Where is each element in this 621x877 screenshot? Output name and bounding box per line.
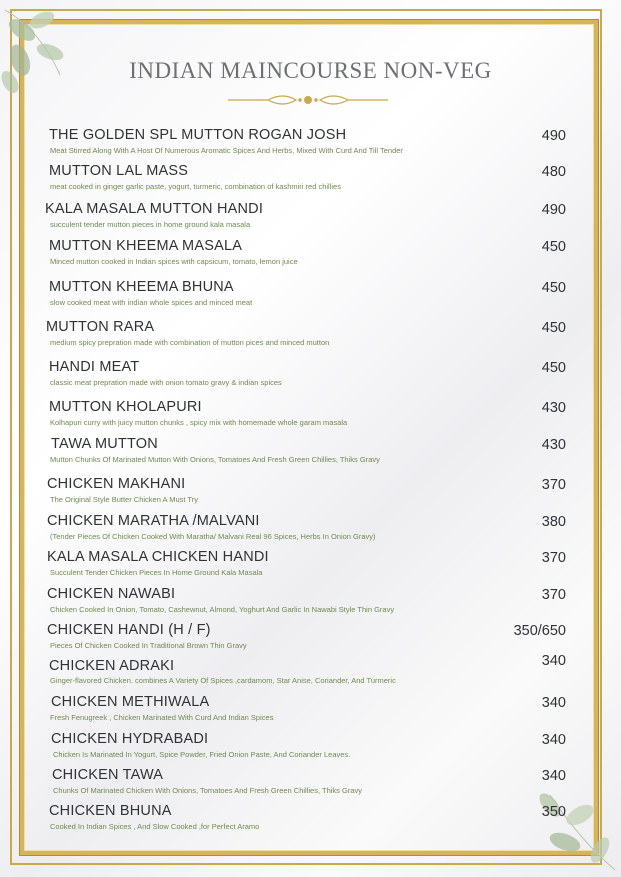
dish-name: MUTTON KHOLAPURI [49,399,202,415]
dish-name: TAWA MUTTON [51,436,158,452]
dish-name: CHICKEN ADRAKI [49,658,175,674]
dish-price: 450 [541,360,566,376]
dish-price: 490 [541,128,566,144]
menu-item [0,476,621,512]
dish-description: Chicken Is Marinated In Yogurt, Spice Powder, Fried Onion Paste, And Coriander Leaves. [53,750,351,759]
dish-price: 340 [541,768,566,784]
dish-name: THE GOLDEN SPL MUTTON ROGAN JOSH [49,127,347,143]
dish-name: MUTTON LAL MASS [49,163,189,179]
dish-name: MUTTON KHEEMA MASALA [49,238,243,254]
dish-description: Chunks Of Marinated Chicken With Onions, Tomatoes And Fresh Green Chillies, Thiks Gravy [53,786,363,795]
dish-price: 350 [541,804,566,820]
dish-name: CHICKEN HANDI (H / F) [47,622,211,638]
dish-description: Minced mutton cooked in Indian spices with capsicum, tomato, lemon juice [50,257,298,266]
menu-item [0,652,621,688]
menu-item [0,549,621,585]
dish-name: CHICKEN NAWABI [47,586,176,602]
menu-item [0,359,621,395]
dish-price: 450 [541,280,566,296]
dish-price: 490 [541,202,566,218]
dish-name: CHICKEN TAWA [52,767,164,783]
dish-name: CHICKEN HYDRABADI [51,731,209,747]
dish-price: 430 [541,437,566,453]
dish-price: 430 [541,400,566,416]
menu-item [0,279,621,315]
dish-price: 350/650 [513,623,566,639]
dish-price: 370 [541,587,566,603]
menu-item [0,163,621,199]
dish-description: Ginger-flavored Chicken. combines A Variety Of Spices ,cardamom, Star Anise, Coriander, And Turmeric [50,676,396,685]
dish-description: Pieces Of Chicken Cooked In Traditional Brown Thin Gravy [50,641,247,650]
dish-name: CHICKEN MARATHA /MALVANI [47,513,260,529]
dish-description: Cooked In Indian Spices , And Slow Cooked ,for Perfect Aramo [50,822,260,831]
dish-description: meat cooked in ginger garlic paste, yogurt, turmeric, combination of kashmiri red chillies [50,182,341,191]
dish-description: Succulent Tender Chicken Pieces In Home Ground Kala Masala [50,568,263,577]
menu-item [0,201,621,237]
dish-description: Fresh Fenugreek , Chicken Marinated With Curd And Indian Spices [50,713,274,722]
dish-description: (Tender Pieces Of Chicken Cooked With Maratha/ Malvani Real 96 Spices, Herbs In Onion Gravy) [50,532,376,541]
gold-flourish-divider-icon [228,91,388,109]
menu-item [0,731,621,767]
dish-description: The Original Style Butter Chicken A Must Try [50,495,198,504]
dish-name: MUTTON KHEEMA BHUNA [49,279,234,295]
menu-item [0,436,621,472]
menu-item [0,803,621,839]
dish-description: slow cooked meat with indian whole spices and minced meat [50,298,253,307]
menu-item [0,767,621,803]
menu-item [0,399,621,435]
dish-price: 480 [541,164,566,180]
dish-price: 340 [541,653,566,669]
dish-price: 340 [541,695,566,711]
dish-price: 450 [541,320,566,336]
menu-item [0,319,621,355]
dish-name: KALA MASALA CHICKEN HANDI [47,549,269,565]
dish-description: Meat Stirred Along With A Host Of Numerous Aromatic Spices And Herbs, Mixed With Curd And Till Tender [50,146,403,155]
dish-name: MUTTON RARA [46,319,155,335]
menu-item [0,513,621,549]
dish-name: KALA MASALA MUTTON HANDI [45,201,264,217]
dish-price: 370 [541,550,566,566]
dish-description: medium spicy prepration made with combination of mutton pices and minced mutton [50,338,330,347]
dish-name: HANDI MEAT [49,359,140,375]
menu-item [0,238,621,274]
menu-title: INDIAN MAINCOURSE NON-VEG [129,58,492,83]
menu-item [0,127,621,163]
dish-description: classic meat prepration made with onion tomato gravy & indian spices [50,378,282,387]
dish-description: Kolhapuri curry with juicy mutton chunks , spicy mix with homemade whole garam masala [50,418,348,427]
dish-price: 450 [541,239,566,255]
dish-name: CHICKEN MAKHANI [47,476,186,492]
dish-price: 380 [541,514,566,530]
dish-description: Chicken Cooked In Onion, Tomato, Cashewnut, Almond, Yoghurt And Garlic In Nawabi Style Thin Gravy [50,605,395,614]
menu-item [0,586,621,622]
dish-description: succulent tender mutton pieces in home ground kala masala [50,220,251,229]
dish-name: CHICKEN METHIWALA [51,694,210,710]
dish-description: Mutton Chunks Of Marinated Mutton With Onions, Tomatoes And Fresh Green Chillies, Thiks Gravy [50,455,380,464]
dish-price: 340 [541,732,566,748]
dish-name: CHICKEN BHUNA [49,803,172,819]
dish-price: 370 [541,477,566,493]
menu-item [0,694,621,730]
